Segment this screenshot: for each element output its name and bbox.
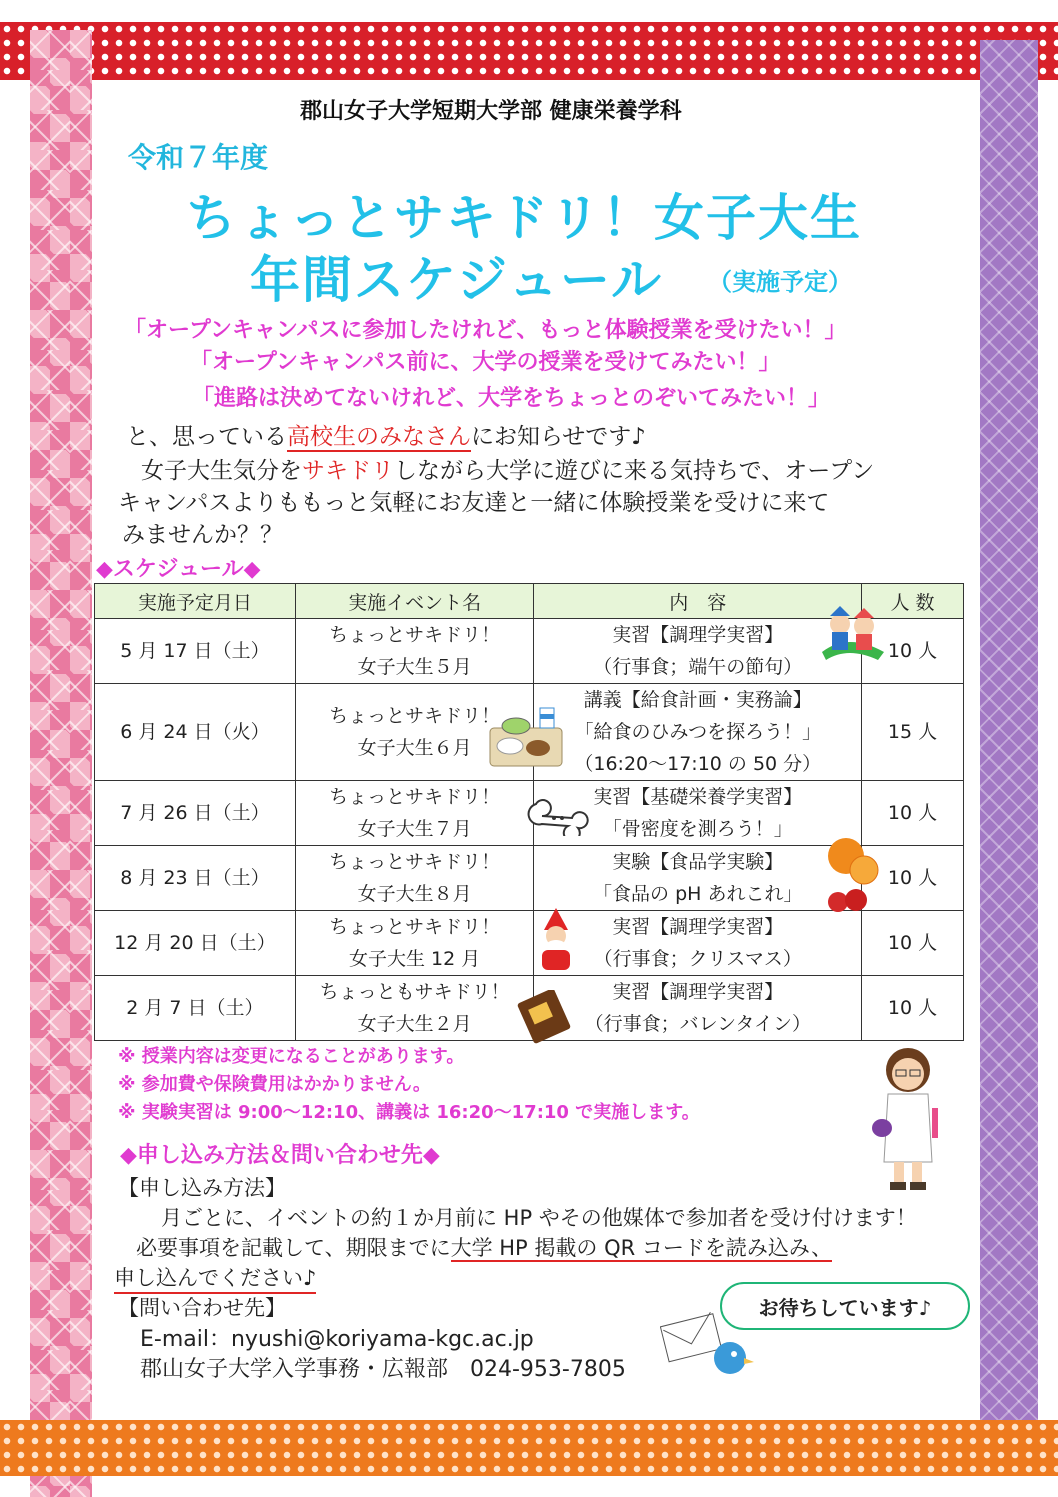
content-cell (534, 619, 862, 684)
date-cell: 5 月 17 日（土） (95, 619, 296, 684)
children-kites-icon (818, 602, 888, 668)
event-line: ちょっとサキドリ！ (329, 786, 501, 808)
event-line: ちょっとサキドリ！ (329, 916, 501, 938)
event-line: 女子大生２月 (357, 1013, 472, 1035)
intro-text: と、思っている (126, 424, 287, 450)
event-line: 女子大生７月 (357, 818, 472, 840)
title-line-2: 年間スケジュール (250, 251, 663, 309)
event-line: 女子大生８月 (357, 883, 472, 905)
column-header-content: 内 容 (534, 584, 862, 619)
note-3: ※ 実験実習は 9:00～12:10、講義は 16:20～17:10 で実施します。 (118, 1102, 700, 1123)
event-line: 女子大生５月 (357, 656, 472, 678)
content-line: 「食品の pH あれこれ」 (593, 883, 803, 905)
department-name: 郡山女子大学短期大学部 健康栄養学科 (300, 99, 682, 124)
date-cell: 7 月 26 日（土） (95, 781, 296, 846)
note-1: ※ 授業内容は変更になることがあります。 (118, 1046, 465, 1067)
speech-bubble: お待ちしています♪ (720, 1282, 970, 1330)
event-line: ちょっとサキドリ！ (329, 705, 501, 727)
intro-text: にお知らせです♪ (471, 424, 646, 450)
content-cell (534, 846, 862, 911)
intro-line-3: キャンパスよりももっと気軽にお友達と一緒に体験授業を受けに来て (118, 490, 830, 516)
scientist-girl-icon (868, 1042, 948, 1194)
quote-3: 「進路は決めてないけれど、大学をちょっとのぞいてみたい！」 (192, 386, 831, 411)
event-cell (295, 619, 534, 684)
content-line: 実習【調理学実習】 (612, 624, 784, 646)
column-header-date: 実施予定月日 (95, 584, 296, 619)
intro-text: 女子大生気分を (118, 458, 302, 484)
date-cell: 8 月 23 日（土） (95, 846, 296, 911)
column-header-event: 実施イベント名 (295, 584, 534, 619)
date-cell: 2 月 7 日（土） (95, 976, 296, 1041)
content-line: （16:20～17:10 の 50 分） (574, 753, 822, 775)
date-cell: 6 月 24 日（火） (95, 684, 296, 781)
event-cell (295, 781, 534, 846)
intro-line-2 (118, 452, 874, 485)
intro-line-4: みませんか？？ (122, 522, 283, 548)
content-line: 講義【給食計画・実務論】 (583, 689, 812, 711)
event-line: 女子大生 12 月 (348, 948, 481, 970)
event-line: ちょっともサキドリ！ (319, 981, 510, 1003)
apply-text: 必要事項を記載して、期限までに (136, 1236, 451, 1260)
quote-1: 「オープンキャンパスに参加したけれど、もっと体験授業を受けたい！」 (124, 318, 847, 343)
quote-2: 「オープンキャンパス前に、大学の授業を受けてみたい！」 (190, 350, 781, 375)
apply-label: 【申し込み方法】 (118, 1176, 286, 1200)
apply-line-2 (136, 1232, 832, 1262)
title-line-1: ちょっとサキドリ！女子大生 (186, 189, 862, 247)
intro-highlight: サキドリ (302, 458, 394, 484)
letter-and-bird-icon (660, 1310, 756, 1386)
content-line: （行事食；クリスマス） (593, 948, 802, 970)
intro-line-1 (126, 418, 646, 451)
event-line: ちょっとサキドリ！ (329, 851, 501, 873)
count-cell: 10 人 (862, 781, 964, 846)
left-tape-decoration (30, 30, 92, 1497)
content-line: 「骨密度を測ろう！」 (602, 818, 793, 840)
apply-heading: ◆申し込み方法＆問い合わせ先◆ (120, 1143, 440, 1168)
intro-text: しながら大学に遊びに来る気持ちで、オープン (394, 458, 875, 484)
table-row (95, 911, 964, 976)
contact-label: 【問い合わせ先】 (118, 1296, 286, 1320)
date-cell: 12 月 20 日（土） (95, 911, 296, 976)
title-note: （実施予定） (708, 268, 852, 296)
content-line: （行事食；端午の節句） (593, 656, 803, 678)
apply-line-1: 月ごとに、イベントの約１か月前に HP やその他媒体で参加者を受け付けます！ (140, 1206, 917, 1230)
content-line: （行事食；バレンタイン） (584, 1013, 811, 1035)
note-2: ※ 参加費や保険費用はかかりません。 (118, 1074, 431, 1095)
count-cell: 10 人 (862, 976, 964, 1041)
content-cell (534, 976, 862, 1041)
event-cell (295, 911, 534, 976)
apply-highlight: 大学 HP 掲載の QR コードを読み込み、 (450, 1236, 833, 1260)
top-tape-decoration (0, 22, 1058, 80)
content-cell (534, 911, 862, 976)
event-line: ちょっとサキドリ！ (329, 624, 501, 646)
event-line: 女子大生６月 (357, 737, 472, 759)
content-line: 実習【調理学実習】 (612, 981, 784, 1003)
content-line: 実験【食品学実験】 (612, 851, 784, 873)
column-header-count: 人 数 (862, 584, 964, 619)
right-tape-decoration (980, 40, 1038, 1460)
orange-and-apples-icon (824, 828, 882, 918)
schedule-heading: ◆スケジュール◆ (96, 557, 261, 582)
count-cell: 15 人 (862, 684, 964, 781)
count-cell: 10 人 (862, 619, 964, 684)
content-cell (534, 684, 862, 781)
santa-icon (536, 906, 576, 974)
content-line: 実習【調理学実習】 (612, 916, 784, 938)
fiscal-year: 令和７年度 (128, 141, 269, 174)
school-lunch-tray-icon (488, 706, 564, 768)
office-contact: 郡山女子大学入学事務・広報部 024-953-7805 (140, 1357, 626, 1382)
apply-line-3: 申し込んでください♪ (114, 1262, 316, 1294)
content-line: 実習【基礎栄養学実習】 (593, 786, 803, 808)
chocolate-icon (516, 990, 576, 1044)
event-cell (295, 976, 534, 1041)
email-address[interactable]: E-mail：nyushi@koriyama-kgc.ac.jp (140, 1327, 534, 1352)
event-cell (295, 846, 534, 911)
content-line: 「給食のひみつを探ろう！」 (574, 721, 822, 743)
bone-icon (524, 794, 590, 836)
bottom-tape-decoration (0, 1420, 1058, 1476)
count-cell: 10 人 (862, 846, 964, 911)
count-cell: 10 人 (862, 911, 964, 976)
intro-highlight: 高校生のみなさん (287, 424, 471, 450)
